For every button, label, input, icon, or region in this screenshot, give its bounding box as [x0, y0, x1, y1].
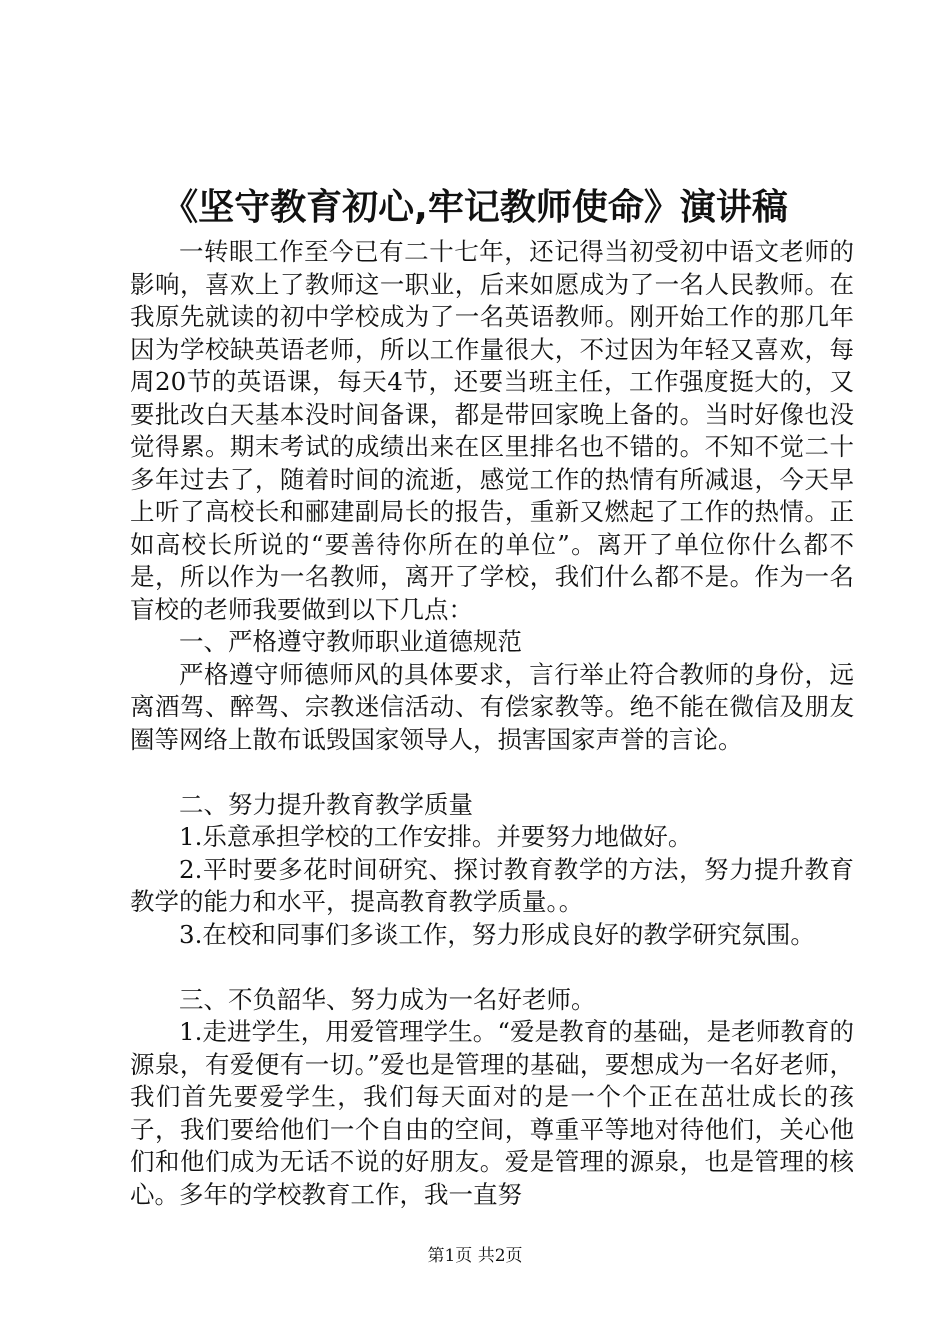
list-item-3-1: 1.走进学生，用爱管理学生。“爱是教育的基础，是老师教育的源泉，有爱便有一切。”爱也是管理的基础，要想成为一名好老师，我们首先要爱学生，我们每天面对的是一个个正在茁壮成长的孩子，我们要给他们一个自由的空间，尊重平等地对待他们，关心他们和他们成为无话不说的好朋友。爱是管理的源泉，也是管理的核心。多年的学校教育工作，我一直努 — [130, 1017, 854, 1209]
document-body — [130, 236, 854, 1211]
section-heading-2: 二、努力提升教育教学质量 — [179, 789, 473, 819]
document-title: 《坚守教育初心,牢记教师使命》演讲稿 — [162, 187, 788, 228]
page-number-footer: 第1页 共2页 — [427, 1246, 523, 1266]
section-heading-1: 一、严格遵守教师职业道德规范 — [179, 627, 522, 656]
paragraph-intro: 一转眼工作至今已有二十七年，还记得当初受初中语文老师的影响，喜欢上了教师这一职业，后来如愿成为了一名人民教师。在我原先就读的初中学校成为了一名英语教师。刚开始工作的那几年因为学校缺英语老师，所以工作量很大，不过因为年轻又喜欢，每周20节的英语课，每天4节，还要当班主任，工作强度挺大的，又要批改白天基本没时间备课，都是带回家晚上备的。当时好像也没觉得累。期末考试的成绩出来在区里排名也不错的。不知不觉二十多年过去了，随着时间的流逝，感觉工作的热情有所减退，今天早上听了高校长和郦建副局长的报告，重新又燃起了工作的热情。正如高校长所说的“要善待你所在的单位”。离开了单位你什么都不是，所以作为一名教师，离开了学校，我们什么都不是。作为一名盲校的老师我要做到以下几点： — [130, 237, 854, 624]
section-heading-3: 三、不负韶华、努力成为一名好老师。 — [179, 984, 596, 1014]
list-item-2-2: 2.平时要多花时间研究、探讨教育教学的方法，努力提升教育教学的能力和水平，提高教育教学质量。。 — [130, 854, 854, 916]
list-item-2-1: 1.乐意承担学校的工作安排。并要努力地做好。 — [179, 822, 693, 851]
paragraph-section-1: 严格遵守师德师风的具体要求，言行举止符合教师的身份，远离酒驾、醉驾、宗教迷信活动、有偿家教等。绝不能在微信及朋友圈等网络上散布诋毁国家领导人，损害国家声誉的言论。 — [130, 659, 854, 754]
list-item-2-3: 3.在校和同事们多谈工作，努力形成良好的教学研究氛围。 — [179, 919, 815, 949]
